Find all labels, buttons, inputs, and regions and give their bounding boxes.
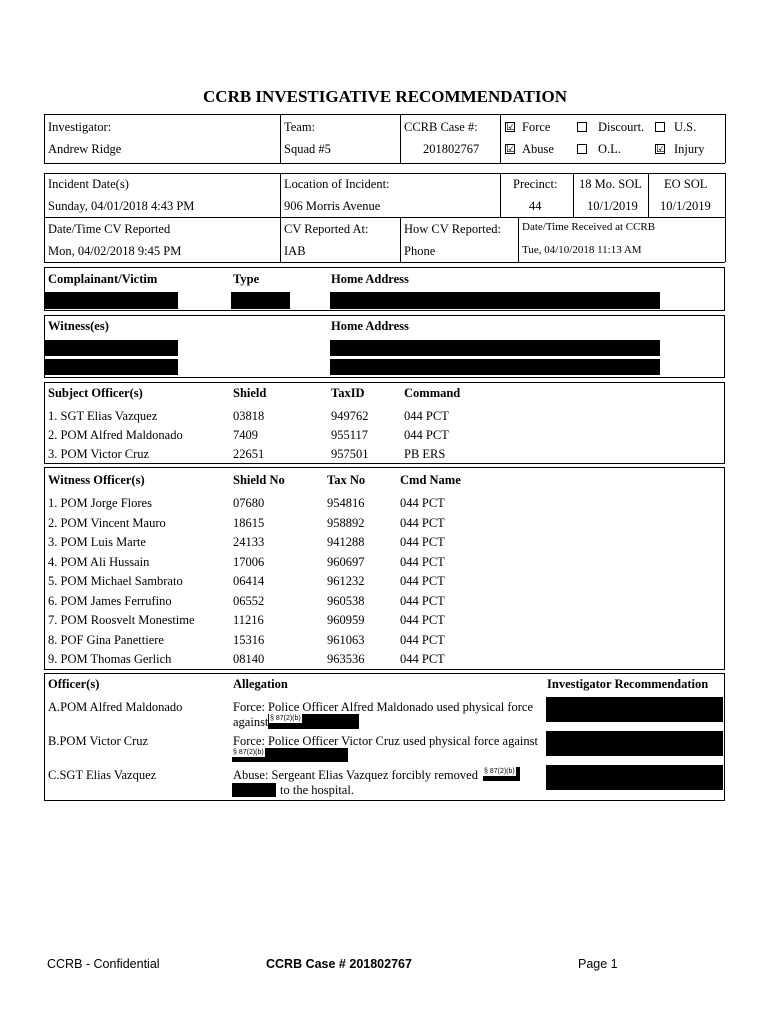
sol-value: 10/1/2019 [587, 199, 638, 213]
case-label: CCRB Case #: [404, 120, 478, 134]
table-cell: 044 PCT [400, 632, 445, 647]
allegation-officer: A.POM Alfred Maldonado [48, 700, 183, 714]
divider [44, 173, 725, 174]
complainant-header: Complainant/Victim [48, 272, 158, 286]
allegation-text: to the hospital. [280, 783, 354, 797]
redaction-block [330, 340, 660, 356]
table-cell: PB ERS [404, 447, 446, 461]
footer-confidential: CCRB - Confidential [47, 957, 160, 971]
redaction-block [330, 359, 660, 375]
investigator-value: Andrew Ridge [48, 142, 122, 156]
divider [500, 173, 501, 217]
table-cell: 960959 [327, 613, 365, 627]
table-cell: 7409 [233, 428, 258, 442]
divider [44, 114, 725, 115]
table-cell: 07680 [233, 496, 265, 510]
table-cell: 4. POM Ali Hussain [48, 554, 150, 569]
table-cell: 11216 [233, 613, 264, 627]
us-checkbox[interactable] [655, 122, 665, 132]
subject-officer-header: Subject Officer(s) [48, 386, 143, 400]
table-cell: 2. POM Vincent Mauro [48, 515, 166, 530]
cv-reported-label: Date/Time CV Reported [48, 222, 171, 236]
table-cell: 17006 [233, 554, 265, 569]
divider [44, 262, 725, 263]
table-cell: 1. POM Jorge Flores [48, 496, 152, 510]
redaction-label: § 87(2)(b) [270, 715, 301, 722]
allegation-officer-header: Officer(s) [48, 677, 100, 691]
divider [725, 114, 726, 163]
location-value: 906 Morris Avenue [284, 199, 381, 213]
redaction-block [330, 292, 660, 309]
witness-taxno-header: Tax No [327, 473, 366, 487]
allegation-header: Allegation [233, 677, 288, 691]
eo-sol-label: EO SOL [664, 177, 708, 191]
discourtesy-checkbox[interactable] [577, 122, 587, 132]
cv-at-label: CV Reported At: [284, 222, 369, 236]
table-cell: 3. POM Victor Cruz [48, 447, 150, 461]
force-label: Force [522, 120, 551, 134]
divider [648, 173, 649, 217]
table-cell: 044 PCT [404, 428, 449, 442]
witness-address-header: Home Address [331, 319, 409, 333]
table-cell: 954816 [327, 496, 365, 510]
subject-shield-header: Shield [233, 386, 267, 400]
table-cell: 8. POF Gina Panettiere [48, 632, 164, 647]
table-cell: 03818 [233, 409, 265, 423]
table-cell: 961063 [327, 632, 365, 647]
table-cell: 963536 [327, 652, 365, 666]
table-cell: 22651 [233, 447, 265, 461]
witness-cmd-header: Cmd Name [400, 473, 461, 487]
table-cell: 5. POM Michael Sambrato [48, 574, 183, 588]
table-cell: 949762 [331, 409, 369, 423]
page-title: CCRB INVESTIGATIVE RECOMMENDATION [203, 87, 567, 106]
divider [400, 217, 401, 262]
how-reported-label: How CV Reported: [404, 222, 501, 236]
divider [573, 173, 574, 217]
table-cell: 955117 [331, 428, 369, 442]
precinct-value: 44 [529, 199, 542, 213]
divider [500, 114, 501, 163]
allegation-text: against [233, 715, 269, 729]
divider [44, 173, 45, 262]
table-cell: 1. SGT Elias Vazquez [48, 409, 158, 423]
sol-label: 18 Mo. SOL [579, 177, 642, 191]
table-cell: 044 PCT [400, 613, 445, 627]
table-cell: 7. POM Roosvelt Monestime [48, 613, 195, 627]
divider [280, 173, 281, 262]
subject-command-header: Command [404, 386, 461, 400]
divider [400, 114, 401, 163]
force-checkbox[interactable]: ☑ [506, 120, 516, 133]
footer-case-number: CCRB Case # 201802767 [266, 957, 412, 971]
ol-label: O.L. [598, 142, 621, 156]
table-cell: 06552 [233, 593, 265, 608]
received-value: Tue, 04/10/2018 11:13 AM [522, 244, 642, 256]
table-cell: 9. POM Thomas Gerlich [48, 652, 172, 666]
divider [44, 217, 725, 218]
redaction-block [45, 340, 178, 356]
injury-label: Injury [674, 142, 705, 156]
allegation-text: Force: Police Officer Victor Cruz used physical force against [233, 734, 538, 748]
incident-date-value: Sunday, 04/01/2018 4:43 PM [48, 199, 195, 213]
location-label: Location of Incident: [284, 177, 390, 191]
table-cell: 6. POM James Ferrufino [48, 593, 172, 608]
table-cell: 044 PCT [400, 496, 445, 510]
table-cell: 06414 [233, 574, 265, 588]
redaction-block [546, 697, 723, 722]
injury-checkbox[interactable]: ☑ [656, 142, 666, 155]
investigator-label: Investigator: [48, 120, 112, 134]
redaction-label: § 87(2)(b) [233, 749, 264, 756]
cv-at-value: IAB [284, 244, 306, 258]
redaction-block [45, 359, 178, 375]
divider [725, 173, 726, 262]
abuse-checkbox[interactable]: ☑ [506, 142, 516, 155]
divider [518, 217, 519, 262]
recommendation-header: Investigator Recommendation [547, 677, 709, 691]
table-cell: 15316 [233, 632, 265, 647]
incident-date-label: Incident Date(s) [48, 177, 129, 191]
table-cell: 044 PCT [400, 554, 445, 569]
table-cell: 18615 [233, 515, 265, 530]
table-cell: 2. POM Alfred Maldonado [48, 428, 183, 442]
cv-reported-value: Mon, 04/02/2018 9:45 PM [48, 244, 182, 258]
witness-officer-header: Witness Officer(s) [48, 473, 145, 487]
team-label: Team: [284, 120, 316, 134]
table-cell: 960538 [327, 593, 365, 608]
table-cell: 3. POM Luis Marte [48, 535, 146, 549]
team-value: Squad #5 [284, 142, 331, 156]
redaction-block [546, 731, 723, 756]
witness-header: Witness(es) [48, 319, 109, 333]
us-label: U.S. [674, 120, 697, 134]
complainant-address-header: Home Address [331, 272, 409, 286]
subject-taxid-header: TaxID [331, 386, 365, 400]
allegation-officer: C.SGT Elias Vazquez [48, 768, 157, 782]
table-cell: 941288 [327, 535, 365, 549]
table-cell: 961232 [327, 574, 365, 588]
precinct-label: Precinct: [513, 177, 558, 191]
allegation-text: Abuse: Sergeant Elias Vazquez forcibly removed [233, 768, 478, 782]
table-cell: 044 PCT [404, 409, 449, 423]
redaction-block [546, 765, 723, 790]
table-cell: 044 PCT [400, 652, 445, 666]
table-cell: 960697 [327, 554, 365, 569]
redaction-block [45, 292, 178, 309]
allegation-text: Force: Police Officer Alfred Maldonado used physical force [233, 700, 534, 714]
ol-checkbox[interactable] [577, 144, 587, 154]
table-cell: 044 PCT [400, 574, 445, 588]
footer-page-number: Page 1 [578, 957, 618, 971]
table-cell: 08140 [233, 652, 265, 666]
received-label: Date/Time Received at CCRB [522, 221, 656, 233]
how-reported-value: Phone [404, 244, 436, 258]
table-cell: 958892 [327, 515, 365, 530]
witness-shield-header: Shield No [233, 473, 285, 487]
eo-sol-value: 10/1/2019 [660, 199, 711, 213]
table-cell: 044 PCT [400, 515, 445, 530]
allegation-officer: B.POM Victor Cruz [48, 734, 149, 748]
redaction-block [231, 292, 290, 309]
table-cell: 957501 [331, 447, 369, 461]
discourtesy-label: Discourt. [598, 120, 645, 134]
table-cell: 044 PCT [400, 593, 445, 608]
table-cell: 044 PCT [400, 535, 445, 549]
redaction-label: § 87(2)(b) [484, 768, 515, 775]
complainant-type-header: Type [233, 272, 260, 286]
divider [44, 114, 45, 163]
divider [44, 163, 725, 164]
divider [280, 114, 281, 163]
table-cell: 24133 [233, 535, 265, 549]
redaction-block [232, 783, 276, 797]
case-value: 201802767 [423, 142, 480, 156]
abuse-label: Abuse [522, 142, 554, 156]
